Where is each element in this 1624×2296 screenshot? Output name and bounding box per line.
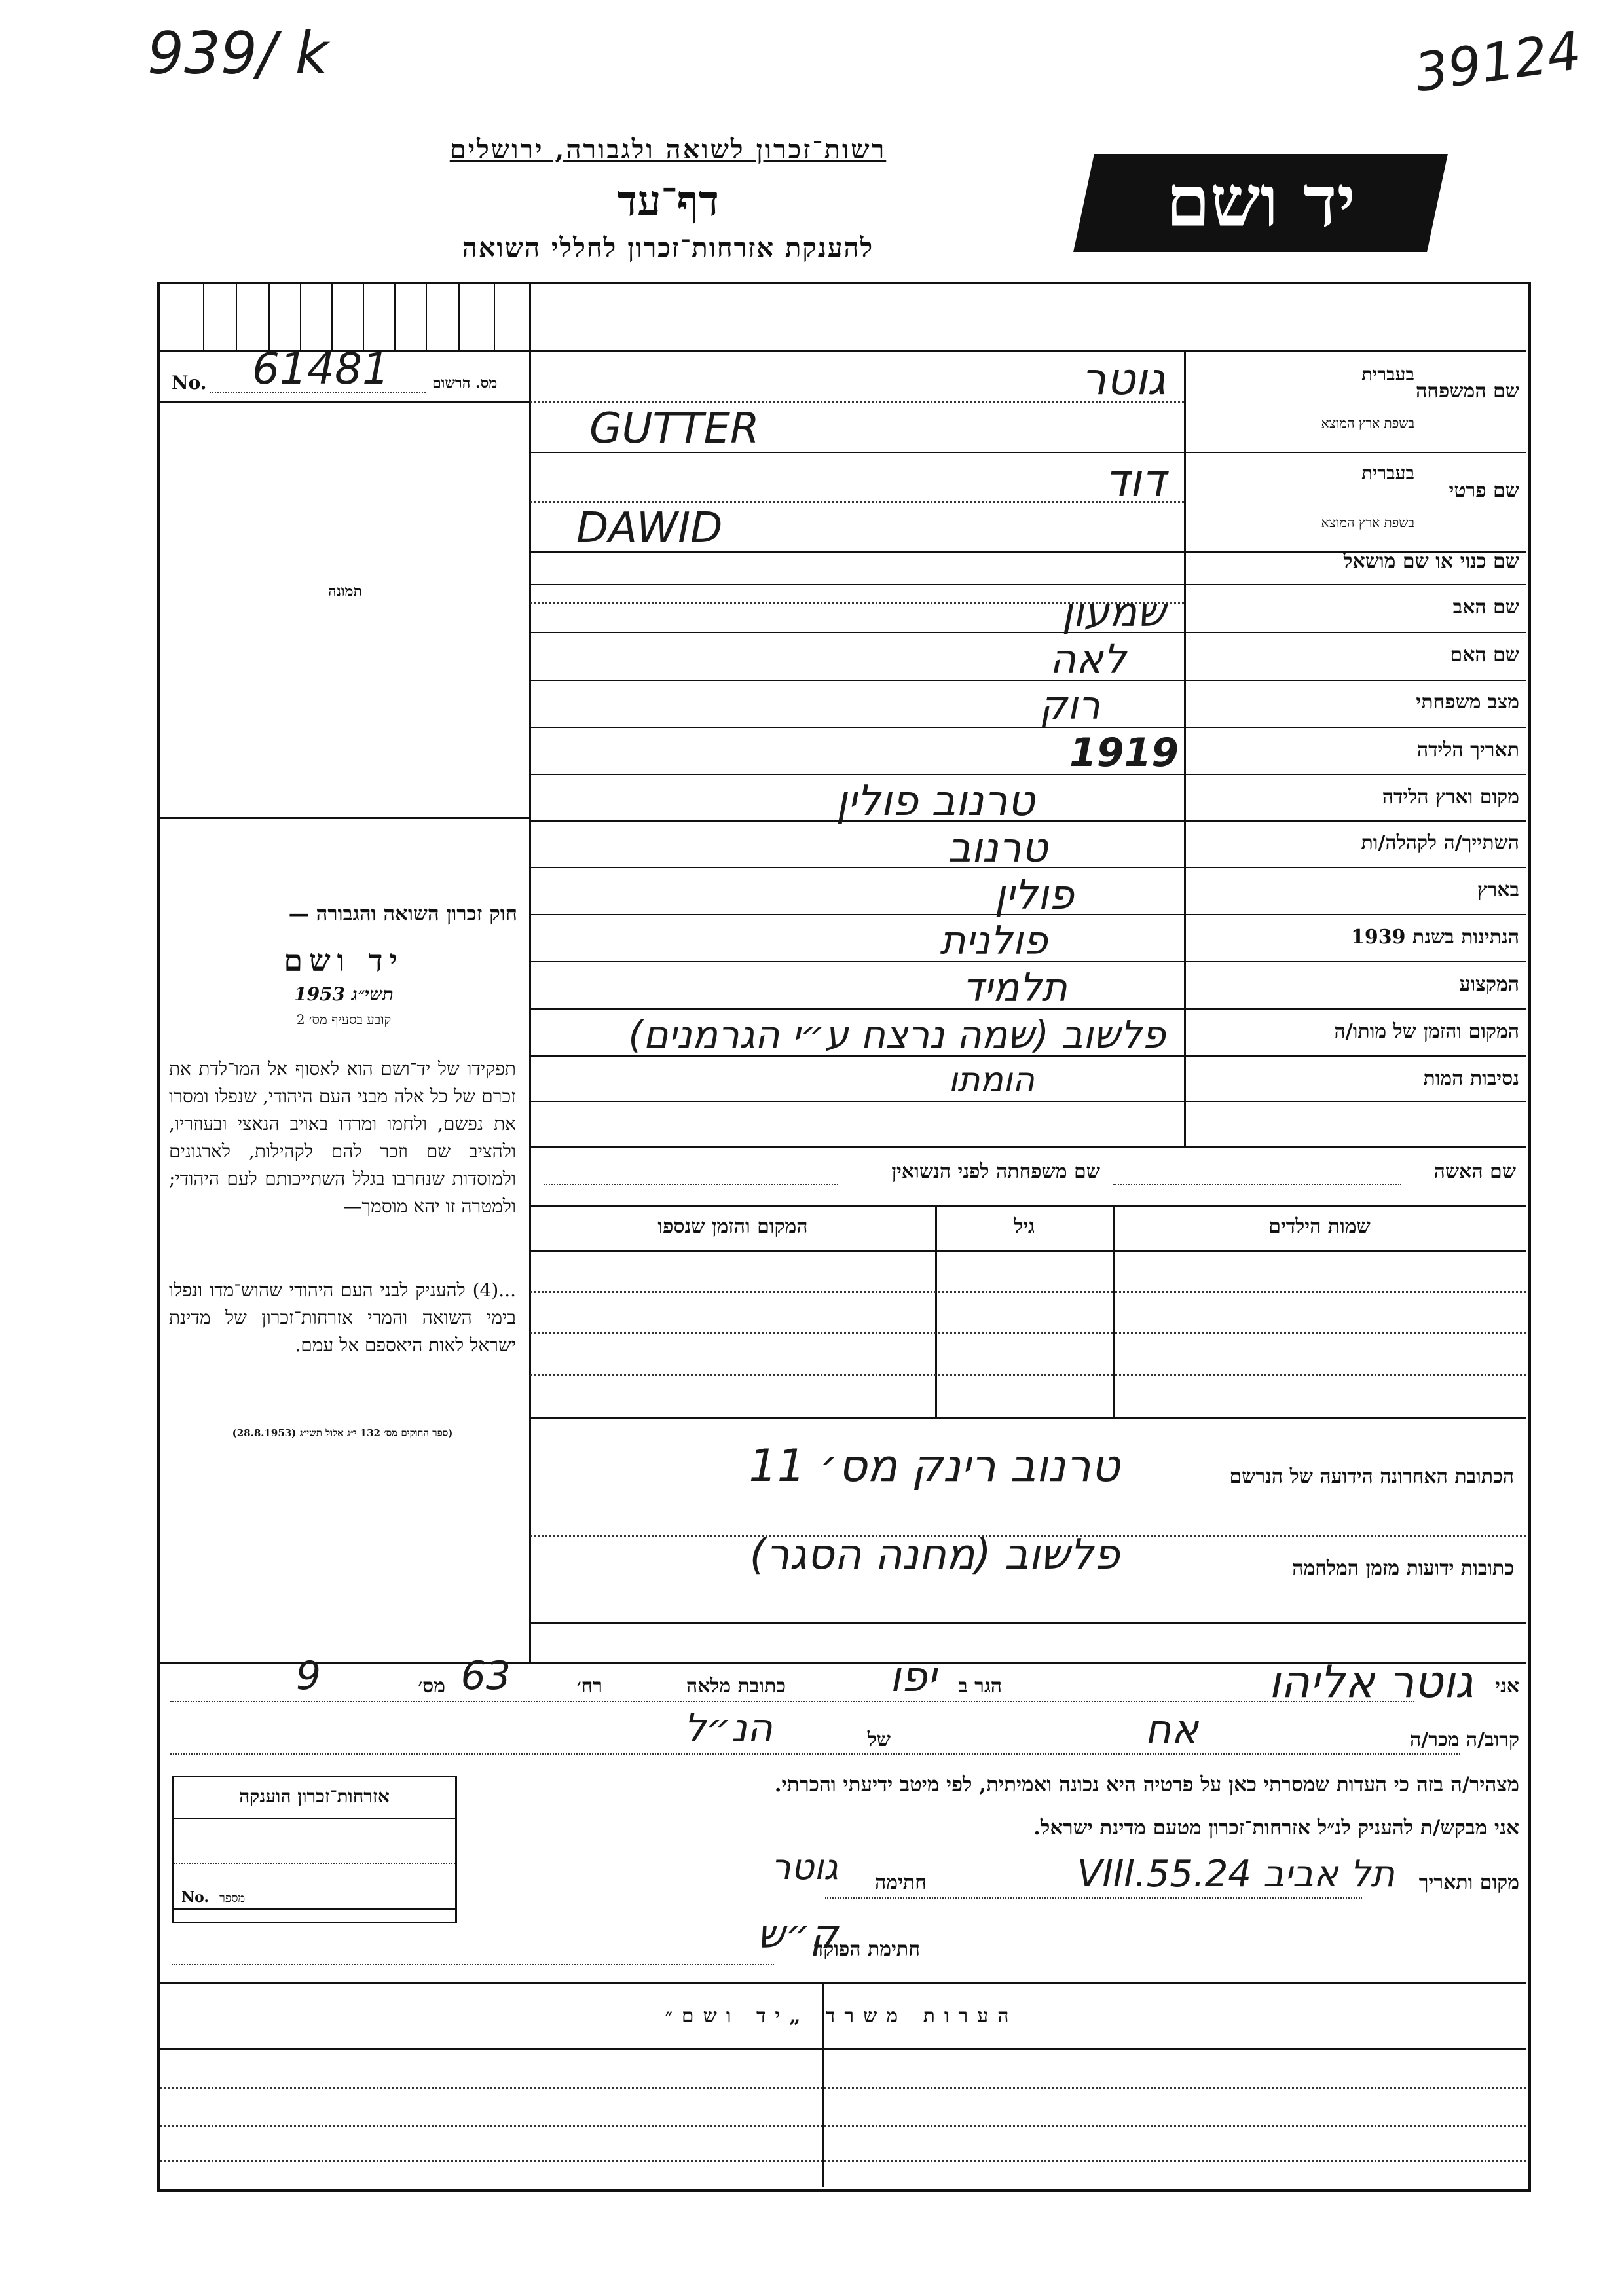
relation-value: אח	[1145, 1705, 1198, 1753]
citizenship-label: הנתינות בשנת 1939	[1350, 926, 1519, 949]
birthdate-label: תאריך הלידה	[1416, 738, 1519, 761]
firstname-hebrew-label: בעברית	[1361, 462, 1414, 484]
citizenship-box-number: מספר	[219, 1891, 246, 1905]
official-signature: ק״ש	[757, 1912, 838, 1958]
logo-text: יד ושם	[1166, 160, 1356, 243]
marital-label: מצב משפחתי	[1416, 691, 1519, 714]
declarant-num: 9	[295, 1653, 321, 1699]
registration-no-label: No.	[172, 372, 207, 393]
profession-value: תלמיד	[962, 965, 1067, 1011]
record-annotation: 39124	[1411, 20, 1585, 104]
signature-label: חתימה	[875, 1871, 927, 1894]
request-text: אני מבקש/ת להעניק לנ״ל אזרחות־זכרון מטעם מדינת ישראל.	[1033, 1816, 1519, 1840]
surname-hebrew-value: גוטר	[1080, 354, 1166, 405]
form-title: דף־עד	[617, 177, 719, 226]
declarant-name: גוטר אליהו	[1268, 1656, 1473, 1708]
relative-label: קרוב/ה מכר/ה	[1410, 1728, 1519, 1751]
surname-hebrew-label: בעברית	[1361, 363, 1414, 385]
mother-value: לאה	[1049, 635, 1126, 683]
last-address-label: הכתובת האחרונה הידועה של הנרשם	[1229, 1465, 1514, 1488]
law-section: קובע בסעיף מס׳ 2	[296, 1011, 392, 1027]
declarant-city: יפו	[889, 1653, 936, 1702]
children-age-header: גיל	[1014, 1215, 1035, 1238]
declarant-street: 63	[460, 1653, 511, 1699]
declarant-street-label: רח׳	[576, 1675, 602, 1698]
logo	[1073, 154, 1448, 252]
declarant-signature: גוטר	[771, 1846, 838, 1887]
birthplace-label: מקום וארץ הלידה	[1382, 786, 1519, 809]
registration-label: מס. הרשום	[432, 374, 498, 392]
declarant-address-label: כתובת מלאה	[686, 1675, 786, 1698]
place-date-label: מקום ותאריך	[1418, 1871, 1519, 1894]
nickname-label: שם כנוי או שם מושאל	[1343, 550, 1519, 573]
surname-origin-label: בשפת ארץ המוצא	[1321, 415, 1414, 431]
official-signature-label: חתימת הפוקד	[813, 1938, 920, 1961]
of-value: הנ״ל	[684, 1705, 773, 1751]
wife-label: שם האשה	[1433, 1160, 1516, 1183]
declarant-lives-label: הגר ב	[958, 1675, 1002, 1698]
firstname-hebrew-value: דוד	[1105, 455, 1166, 507]
declarant-i-label: אני	[1495, 1675, 1519, 1698]
war-address-value: פלשוב (מחנה הסגר)	[749, 1531, 1120, 1579]
firstname-origin-label: בשפת ארץ המוצא	[1321, 515, 1414, 530]
community-label: השתייך/ה לקהלה/ות	[1361, 831, 1519, 854]
law-org: יד ושם	[284, 943, 404, 978]
declaration-text: מצהיר/ה בזה כי העדות שמסרתי כאן על פרטיה היא נכונה ואמיתית, לפי מיטב ידיעתי והכרתי.	[774, 1773, 1519, 1796]
community-value: טרנוב	[948, 824, 1048, 871]
law-text-1: תפקידו של יד־ושם הוא לאסוף אל המו־לדת את זכרם של כל אלה מבני העם היהודי, שנפלו ומסרו את נפשם, ולחמו ומרדו באויב הנאצי ובעוזריו, ולהציב שם וזכר להם לקהילות, לארגונים ולמוסדות שנחרבו בגלל השתייכותם לעם היהודי; ולמטרה זו יהא מוסמך—	[169, 1058, 516, 1217]
children-place-header: המקום והזמן שנספו	[657, 1215, 808, 1238]
place-date-value: תל אביב 24.VIII.55	[1077, 1853, 1395, 1895]
of-label: של	[867, 1728, 891, 1751]
surname-label: שם המשפחה	[1415, 380, 1519, 403]
profession-label: המקצוע	[1459, 973, 1519, 996]
birthplace-value: טרנוב פולין	[836, 777, 1035, 826]
death-place-value: פלשוב (שמה נרצח ע״י הגרמנים)	[628, 1012, 1166, 1057]
file-annotation: 939/ k	[147, 20, 329, 87]
marital-value: רוק	[1039, 683, 1100, 729]
death-circumstances-value: הומתו	[948, 1061, 1035, 1100]
citizenship-box-title: אזרחות־זכרון הוענקה	[239, 1785, 390, 1807]
photo-label: תמונה	[328, 583, 362, 600]
law-title: חוק זכרון השואה והגבורה —	[288, 902, 517, 926]
country-label: בארץ	[1477, 879, 1519, 902]
father-value: שמעון	[1061, 588, 1166, 636]
law-source: (ספר החוקים מס׳ 132 י״ג אלול תשי״ג (28.8.1953)	[232, 1427, 453, 1439]
law-text-2: ...(4) להעניק לבני העם היהודי שהוש־מדו ונפלו בימי השואה והמרי אזרחות־זכרון של מדינת ישראל לאות היאספם אל עמם.	[169, 1279, 516, 1356]
registration-number: 61481	[252, 344, 390, 394]
birthdate-value: 1919	[1069, 730, 1179, 776]
authority-name: רשות־זכרון לשואה ולגבורה, ירושלים	[449, 134, 887, 165]
law-year: תשי״ג 1953	[294, 983, 394, 1005]
citizenship-box-no: No.	[181, 1889, 210, 1906]
form-subtitle: להענקת אזרחות־זכרון לחללי השואה	[462, 232, 874, 263]
declarant-num-label: מס׳	[418, 1675, 445, 1698]
citizenship-box	[172, 1776, 457, 1923]
citizenship-value: פולנית	[940, 918, 1048, 964]
war-address-label: כתובות ידועות מזמן המלחמה	[1292, 1557, 1514, 1580]
firstname-label: שם פרטי	[1449, 479, 1519, 502]
last-address-value: טרנוב רינק מס׳ 11	[748, 1440, 1120, 1492]
surname-latin-value: GUTTER	[589, 405, 760, 453]
father-label: שם האב	[1452, 596, 1519, 619]
children-names-header: שמות הילדים	[1268, 1215, 1371, 1238]
wife-maiden-label: שם משפחתה לפני הנשואין	[891, 1160, 1100, 1183]
office-notes-title: הערות משרד „יד ושם״	[665, 2005, 1018, 2028]
death-circumstances-label: נסיבות המות	[1423, 1067, 1519, 1090]
country-value: פולין	[994, 871, 1074, 919]
mother-label: שם האם	[1450, 644, 1519, 666]
firstname-latin-value: DAWID	[576, 504, 723, 553]
death-place-label: המקום והזמן של מותו/ה	[1334, 1020, 1519, 1043]
